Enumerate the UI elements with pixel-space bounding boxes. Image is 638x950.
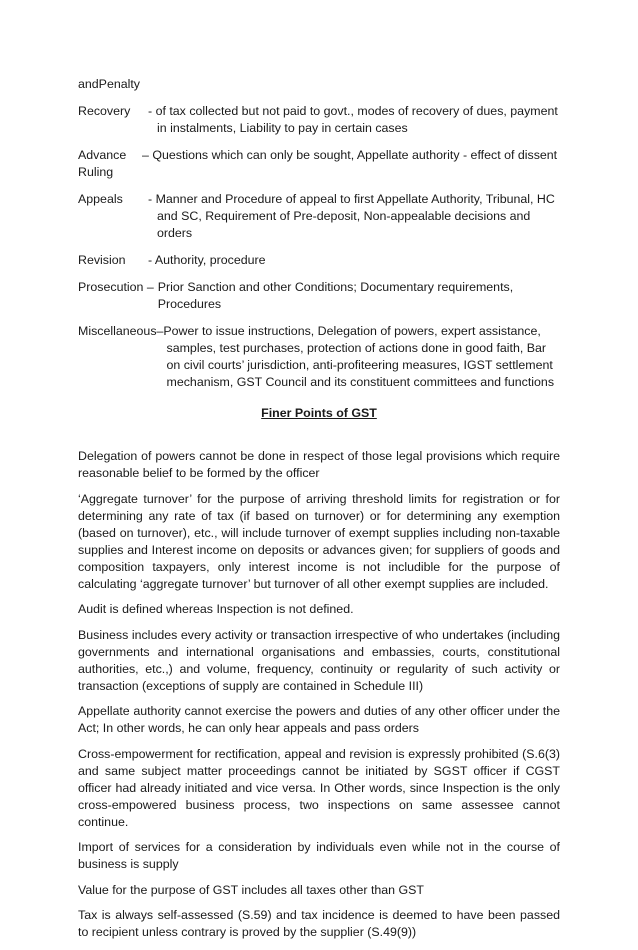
- paragraph: Value for the purpose of GST includes all taxes other than GST: [78, 882, 424, 897]
- term-label: Prosecution –: [78, 280, 154, 294]
- paragraph: Import of services for a consideration by individuals even while not in the course of business is supply: [78, 840, 560, 871]
- paragraph: Business includes every activity or transaction irrespective of who undertakes (including governments and international organisations and embassies, courts, constitutional authorities, etc.,) and volume, frequency, continuity or regularity of such activity or transaction (exceptions of supply are contained in Schedule III): [78, 627, 560, 693]
- paragraph: Audit is defined whereas Inspection is not defined.: [78, 602, 354, 616]
- document-page: [78, 76, 560, 950]
- term-description: - Manner and Procedure of appeal to first Appellate Authority, Tribunal, HC and SC, Requirement of Pre-deposit, Non-appealable decisions and orders: [148, 192, 555, 240]
- term-label: Miscellaneous: [78, 324, 157, 338]
- term-label: Recovery: [78, 104, 131, 118]
- term-description: - of tax collected but not paid to govt., modes of recovery of dues, payment in instalments, Liability to pay in certain cases: [148, 104, 558, 135]
- term-miscellaneous: [78, 323, 560, 391]
- paragraph: Delegation of powers cannot be done in respect of those legal provisions which require reasonable belief to be formed by the officer: [78, 449, 560, 480]
- term-advance-ruling: [78, 147, 560, 181]
- term-appeals: [78, 191, 560, 242]
- term-description: – Questions which can only be sought, Appellate authority - effect of dissent: [142, 148, 558, 162]
- term-description: - Authority, procedure: [148, 253, 266, 267]
- term-label: Revision: [78, 253, 126, 267]
- term-prosecution: [78, 279, 560, 313]
- paragraph: ‘Aggregate turnover’ for the purpose of arriving threshold limits for registration or for determining any rate of tax (if based on turnover) or for determining any exemption (based on turnover), etc., will include turnover of exempt supplies including non-taxable supplies and Interest income on deposits or advances given; for suppliers of goods and composition taxpayers, only interest income is not includible for the purpose of calculating ‘aggregate turnover’ but turnover of all other exempt supplies are included.: [78, 491, 560, 591]
- paragraph: Tax is always self-assessed (S.59) and tax incidence is deemed to have been passed to recipient unless contrary is proved by the supplier (S.49(9)): [78, 908, 560, 939]
- term-description: Prior Sanction and other Conditions; Documentary requirements, Procedures: [157, 280, 514, 311]
- paragraph: Appellate authority cannot exercise the powers and duties of any other officer under the Act; In other words, he can only hear appeals and pass orders: [78, 704, 560, 735]
- term-recovery: [78, 103, 560, 137]
- term-label: Appeals: [78, 192, 123, 206]
- term-label: Advance Ruling: [78, 148, 127, 179]
- term-revision: [78, 252, 560, 269]
- paragraph: Cross-empowerment for rectification, appeal and revision is expressly prohibited (S.6(3) and same subject matter proceedings cannot be initiated by SGST officer if CGST officer had already initiated and vice versa. In Other words, since Inspection is the only cross-empowered business process, two inspections on same assessee cannot continue.: [78, 746, 560, 829]
- section-title: Finer Points of GST: [261, 406, 377, 420]
- intro-line: andPenalty: [78, 77, 141, 91]
- term-description: –Power to issue instructions, Delegation of powers, expert assistance, samples, test purchases, protection of actions done in good faith, Bar on civil courts’ jurisdiction, anti-profiteering measures, IGST settlement mechanism, GST Council and its constituent committees and functions: [156, 324, 555, 389]
